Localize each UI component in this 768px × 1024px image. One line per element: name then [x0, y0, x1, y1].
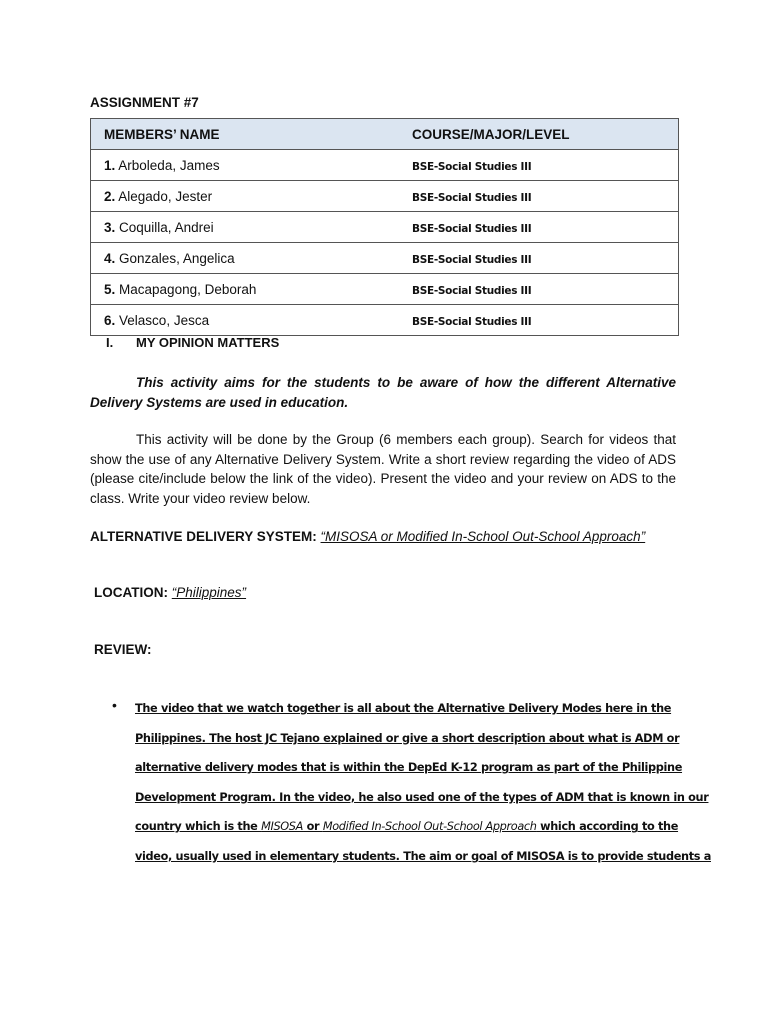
table-row	[91, 181, 679, 212]
row-number: 6.	[104, 312, 116, 328]
member-course: BSE-Social Studies III	[412, 160, 532, 173]
table-row	[91, 305, 679, 336]
row-number: 4.	[104, 250, 116, 266]
location-value: “Philippines”	[171, 585, 247, 600]
section-title: MY OPINION MATTERS	[136, 335, 280, 350]
table-row	[91, 274, 679, 305]
course-header: COURSE/MAJOR/LEVEL	[410, 119, 679, 150]
review-line: The video that we watch together is all about the Alternative Delivery Modes here in the	[135, 702, 672, 715]
location-label: LOCATION:	[94, 585, 168, 600]
instructions-paragraph	[90, 430, 676, 508]
row-number: 1.	[104, 157, 116, 173]
review-line: video, usually used in elementary students. The aim or goal of MISOSA is to provide students a	[135, 849, 711, 863]
review-line	[135, 812, 680, 842]
ads-line	[90, 529, 645, 544]
misosa-term: MISOSA	[261, 820, 304, 834]
section-number: I.	[106, 335, 114, 350]
member-name: Velasco, Jesca	[119, 312, 210, 328]
member-course: BSE-Social Studies III	[412, 253, 532, 266]
table-row	[91, 243, 679, 274]
member-name: Alegado, Jester	[118, 188, 213, 204]
review-text-span: which according to the	[536, 820, 679, 834]
table-row	[91, 212, 679, 243]
table-row	[91, 150, 679, 181]
review-text-span: country which is the	[135, 820, 262, 834]
instructions-text: This activity will be done by the Group (6 members each group). Search for videos that show the use of any Alternative Delivery System. Write a short review regarding the video of ADS (please cite/include below the link of the video). Present the video and your review on ADS to the class. Write your video review below.	[90, 432, 676, 506]
ads-value: “MISOSA or Modified In-School Out-School Approach”	[320, 529, 646, 544]
table-header-row	[91, 119, 679, 150]
review-line: Development Program. In the video, he also used one of the types of ADM that is known in our	[135, 790, 709, 804]
objective-text: This activity aims for the students to be aware of how the different Alternative Delivery Systems are used in education.	[90, 375, 676, 410]
review-line: Philippines. The host JC Tejano explained or give a short description about what is ADM or	[135, 731, 680, 745]
section-heading	[106, 335, 279, 350]
review-label: REVIEW:	[94, 642, 152, 657]
ads-label: ALTERNATIVE DELIVERY SYSTEM:	[90, 529, 317, 544]
member-name: Macapagong, Deborah	[119, 281, 257, 297]
objective-paragraph	[90, 373, 676, 412]
location-line	[94, 585, 246, 600]
bullet-icon: •	[112, 697, 117, 713]
review-line: alternative delivery modes that is within the DepEd K-12 program as part of the Philippine	[135, 761, 683, 775]
members-table	[90, 118, 679, 336]
member-name: Coquilla, Andrei	[119, 219, 214, 235]
member-course: BSE-Social Studies III	[412, 315, 532, 328]
review-text-span: or	[303, 820, 323, 834]
row-number: 2.	[104, 188, 116, 204]
row-number: 5.	[104, 281, 116, 297]
member-course: BSE-Social Studies III	[412, 191, 532, 204]
members-name-header: MEMBERS’ NAME	[91, 119, 411, 150]
row-number: 3.	[104, 219, 116, 235]
member-course: BSE-Social Studies III	[412, 284, 532, 297]
member-name: Gonzales, Angelica	[119, 250, 235, 266]
member-course: BSE-Social Studies III	[412, 222, 532, 235]
review-text	[135, 694, 711, 872]
member-name: Arboleda, James	[118, 157, 220, 173]
misosa-full-term: Modified In-School Out-School Approach	[322, 820, 537, 834]
assignment-title: ASSIGNMENT #7	[90, 95, 199, 110]
